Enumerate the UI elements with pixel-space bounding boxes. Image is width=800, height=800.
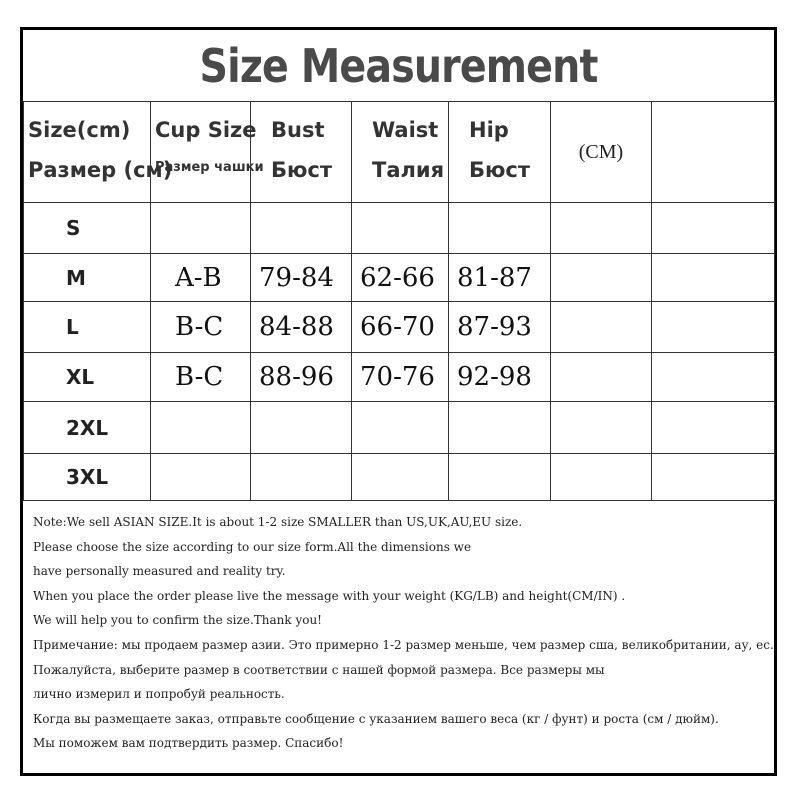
note-line: Note:We sell ASIAN SIZE.It is about 1-2 size SMALLER than US,UK,AU,EU size. bbox=[33, 515, 523, 529]
cup-value: A-B bbox=[151, 254, 251, 302]
empty-cell bbox=[652, 302, 775, 353]
header-bust-en: Bust bbox=[271, 118, 325, 142]
note-line: лично измерил и попробуй реальность. bbox=[33, 687, 285, 702]
header-waist bbox=[352, 102, 449, 203]
hip-value bbox=[449, 203, 551, 254]
size-label: S bbox=[24, 203, 151, 254]
table-row bbox=[24, 402, 775, 454]
note-line: When you place the order please live the message with your weight (KG/LB) and height(CM/IN) . bbox=[33, 588, 626, 603]
cup-value bbox=[151, 454, 251, 501]
empty-cell bbox=[551, 353, 652, 402]
hip-value bbox=[449, 454, 551, 501]
header-unit: (CM) bbox=[551, 102, 652, 203]
table-row bbox=[24, 353, 775, 402]
header-hip-en: Hip bbox=[469, 118, 509, 142]
table-row bbox=[24, 203, 775, 254]
bust-value: 88-96 bbox=[251, 353, 352, 402]
page-title: Size Measurement bbox=[199, 39, 598, 93]
header-hip-ru: Бюст bbox=[469, 158, 531, 182]
note-line: Примечание: мы продаем размер азии. Это примерно 1-2 размер меньше, чем размер сша, великобритании, ау, ес. bbox=[33, 637, 774, 652]
empty-cell bbox=[551, 203, 652, 254]
note-line: Пожалуйста, выберите размер в соответствии с нашей формой размера. Все размеры мы bbox=[33, 662, 605, 677]
note-line: Please choose the size according to our size form.All the dimensions we bbox=[33, 539, 472, 554]
bust-value bbox=[251, 454, 352, 501]
cup-value: B-C bbox=[151, 302, 251, 353]
waist-value: 62-66 bbox=[352, 254, 449, 302]
note-line: Когда вы размещаете заказ, отправьте сообщение с указанием вашего веса (кг / фунт) и роста (см / дюйм). bbox=[33, 711, 719, 726]
waist-value bbox=[352, 454, 449, 501]
hip-value: 92-98 bbox=[449, 353, 551, 402]
size-chart-frame bbox=[20, 27, 777, 776]
header-waist-en: Waist bbox=[372, 118, 439, 142]
note-line: We will help you to confirm the size.Thank you! bbox=[33, 613, 323, 628]
cup-value bbox=[151, 402, 251, 454]
empty-cell bbox=[652, 402, 775, 454]
size-label: L bbox=[24, 302, 151, 353]
header-bust bbox=[251, 102, 352, 203]
empty-cell bbox=[652, 254, 775, 302]
header-size-ru: Размер (см) bbox=[28, 158, 173, 182]
bust-value bbox=[251, 203, 352, 254]
header-cup-ru: Размер чашки bbox=[155, 160, 264, 175]
waist-value bbox=[352, 402, 449, 454]
cup-value bbox=[151, 203, 251, 254]
bust-value: 79-84 bbox=[251, 254, 352, 302]
empty-cell bbox=[652, 203, 775, 254]
cup-value: B-C bbox=[151, 353, 251, 402]
header-empty bbox=[652, 102, 775, 203]
empty-cell bbox=[551, 454, 652, 501]
table-row bbox=[24, 302, 775, 353]
waist-value: 70-76 bbox=[352, 353, 449, 402]
empty-cell bbox=[551, 302, 652, 353]
size-notes bbox=[33, 510, 774, 756]
bust-value bbox=[251, 402, 352, 454]
hip-value: 81-87 bbox=[449, 254, 551, 302]
bust-value: 84-88 bbox=[251, 302, 352, 353]
note-line: Мы поможем вам подтвердить размер. Спасибо! bbox=[33, 736, 344, 751]
table-header-row bbox=[24, 102, 775, 203]
header-cup-en: Cup Size bbox=[155, 118, 257, 142]
size-label: 3XL bbox=[24, 454, 151, 501]
header-size bbox=[24, 102, 173, 203]
empty-cell bbox=[551, 254, 652, 302]
header-hip bbox=[449, 102, 551, 203]
header-size-en: Size(cm) bbox=[28, 118, 131, 142]
size-label: 2XL bbox=[24, 402, 151, 454]
size-label: M bbox=[24, 254, 151, 302]
hip-value: 87-93 bbox=[449, 302, 551, 353]
header-bust-ru: Бюст bbox=[271, 158, 333, 182]
note-line: have personally measured and reality try. bbox=[33, 564, 286, 579]
empty-cell bbox=[652, 454, 775, 501]
size-table bbox=[23, 101, 775, 501]
header-cup bbox=[151, 102, 264, 203]
waist-value bbox=[352, 203, 449, 254]
waist-value: 66-70 bbox=[352, 302, 449, 353]
table-row bbox=[24, 454, 775, 501]
size-label: XL bbox=[24, 353, 151, 402]
hip-value bbox=[449, 402, 551, 454]
empty-cell bbox=[551, 402, 652, 454]
table-row bbox=[24, 254, 775, 302]
empty-cell bbox=[652, 353, 775, 402]
header-waist-ru: Талия bbox=[372, 158, 445, 182]
